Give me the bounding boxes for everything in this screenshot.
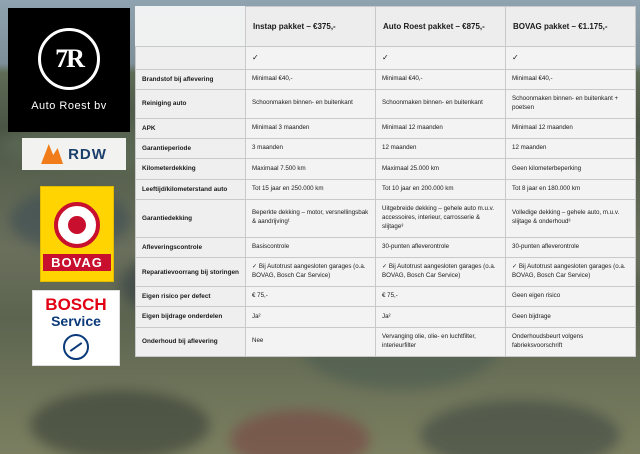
- table-cell: € 75,-: [246, 287, 376, 307]
- bosch-label: BOSCH: [45, 295, 107, 315]
- table-body: [136, 47, 636, 357]
- table-cell: Nee: [246, 327, 376, 356]
- table-cell: Maximaal 25.000 km: [376, 159, 506, 179]
- table-cell: 30-punten afleverontrole: [376, 237, 506, 257]
- table-cell: Tot 10 jaar en 200.000 km: [376, 179, 506, 199]
- table-cell: Tot 8 jaar en 180.000 km: [506, 179, 636, 199]
- row-label: APK: [136, 118, 246, 138]
- logo-column: [0, 0, 135, 454]
- table-cell: ✓ Bij Autotrust aangesloten garages (o.a. BOVAG, Bosch Car Service): [376, 258, 506, 287]
- rdw-label: RDW: [68, 145, 107, 163]
- row-label: Eigen bijdrage onderdelen: [136, 307, 246, 327]
- table-corner-cell: [136, 7, 246, 47]
- table-cell: Tot 15 jaar en 250.000 km: [246, 179, 376, 199]
- table-cell: ✓: [376, 47, 506, 70]
- table-cell: Geen eigen risico: [506, 287, 636, 307]
- table-cell: 30-punten afleverontrole: [506, 237, 636, 257]
- table-cell: Onderhoudsbeurt volgens fabrieksvoorschrift: [506, 327, 636, 356]
- table-cell: Minimaal 3 maanden: [246, 118, 376, 138]
- row-label: Reparatievoorrang bij storingen: [136, 258, 246, 287]
- row-label: Eigen risico per defect: [136, 287, 246, 307]
- auto-roest-logo: [8, 8, 130, 132]
- table-cell: Minimaal 12 maanden: [506, 118, 636, 138]
- row-label: Kilometerdekking: [136, 159, 246, 179]
- background-shape: [230, 410, 370, 454]
- row-label: Onderhoud bij aflevering: [136, 327, 246, 356]
- table-row: [136, 327, 636, 356]
- table-cell: ✓ Bij Autotrust aangesloten garages (o.a. BOVAG, Bosch Car Service): [246, 258, 376, 287]
- bovag-logo: [40, 186, 114, 282]
- column-header-instap: Instap pakket – €375,-: [246, 7, 376, 47]
- bovag-label: BOVAG: [43, 254, 111, 271]
- bosch-service-logo: [32, 290, 120, 366]
- table-row: [136, 139, 636, 159]
- table-cell: Minimaal €40,-: [376, 69, 506, 89]
- table-row: [136, 179, 636, 199]
- table-row: [136, 287, 636, 307]
- table-cell: Minimaal €40,-: [506, 69, 636, 89]
- table-cell: Ja²: [376, 307, 506, 327]
- background-shape: [420, 400, 620, 454]
- row-label: Afleveringscontrole: [136, 237, 246, 257]
- table-cell: Schoonmaken binnen- en buitenkant: [246, 89, 376, 118]
- table-cell: Uitgebreide dekking – gehele auto m.u.v. accessoires, interieur, carrosserie & slijtage³: [376, 199, 506, 237]
- packages-comparison-table: [135, 6, 635, 357]
- table-cell: Vervanging olie, olie- en luchtfilter, interieurfilter: [376, 327, 506, 356]
- comparison-table: [135, 6, 636, 357]
- table-cell: Minimaal €40,-: [246, 69, 376, 89]
- row-label: Brandstof bij aflevering: [136, 69, 246, 89]
- table-cell: Maximaal 7.500 km: [246, 159, 376, 179]
- table-cell: Minimaal 12 maanden: [376, 118, 506, 138]
- table-row: [136, 159, 636, 179]
- row-label: Garantiedekking: [136, 199, 246, 237]
- column-header-autoroest: Auto Roest pakket – €875,-: [376, 7, 506, 47]
- table-cell: Schoonmaken binnen- en buitenkant + poetsen: [506, 89, 636, 118]
- bovag-circle-icon: [54, 202, 100, 248]
- table-cell: Ja²: [246, 307, 376, 327]
- table-cell: Geen bijdrage: [506, 307, 636, 327]
- table-cell: Beperkte dekking – motor, versnellingsbak & aandrijving¹: [246, 199, 376, 237]
- bosch-service-label: Service: [51, 313, 101, 330]
- table-cell: Geen kilometerbeperking: [506, 159, 636, 179]
- row-label: Reiniging auto: [136, 89, 246, 118]
- table-cell: Basiscontrole: [246, 237, 376, 257]
- table-cell: ✓: [246, 47, 376, 70]
- table-cell: Volledige dekking – gehele auto, m.u.v. slijtage & onderhoud³: [506, 199, 636, 237]
- table-cell: ✓: [506, 47, 636, 70]
- row-label: [136, 47, 246, 70]
- table-row: [136, 199, 636, 237]
- column-header-bovag: BOVAG pakket – €1.175,-: [506, 7, 636, 47]
- auto-roest-monogram-text: 7R: [55, 44, 83, 73]
- table-row: [136, 89, 636, 118]
- table-row: [136, 118, 636, 138]
- bosch-armature-icon: [63, 334, 89, 360]
- auto-roest-monogram-icon: [38, 28, 100, 90]
- rdw-logo: [22, 138, 126, 170]
- table-cell: € 75,-: [376, 287, 506, 307]
- table-cell: Schoonmaken binnen- en buitenkant: [376, 89, 506, 118]
- auto-roest-name: Auto Roest bv: [31, 100, 107, 112]
- table-cell: 12 maanden: [376, 139, 506, 159]
- table-cell: ✓ Bij Autotrust aangesloten garages (o.a. BOVAG, Bosch Car Service): [506, 258, 636, 287]
- table-row: [136, 307, 636, 327]
- table-row: [136, 258, 636, 287]
- table-header-row: [136, 7, 636, 47]
- table-row: [136, 69, 636, 89]
- table-cell: 12 maanden: [506, 139, 636, 159]
- rdw-flame-icon: [41, 144, 63, 164]
- table-row: [136, 47, 636, 70]
- row-label: Leeftijd/kilometerstand auto: [136, 179, 246, 199]
- table-row: [136, 237, 636, 257]
- bovag-dot-icon: [68, 216, 86, 234]
- table-cell: 3 maanden: [246, 139, 376, 159]
- row-label: Garantieperiode: [136, 139, 246, 159]
